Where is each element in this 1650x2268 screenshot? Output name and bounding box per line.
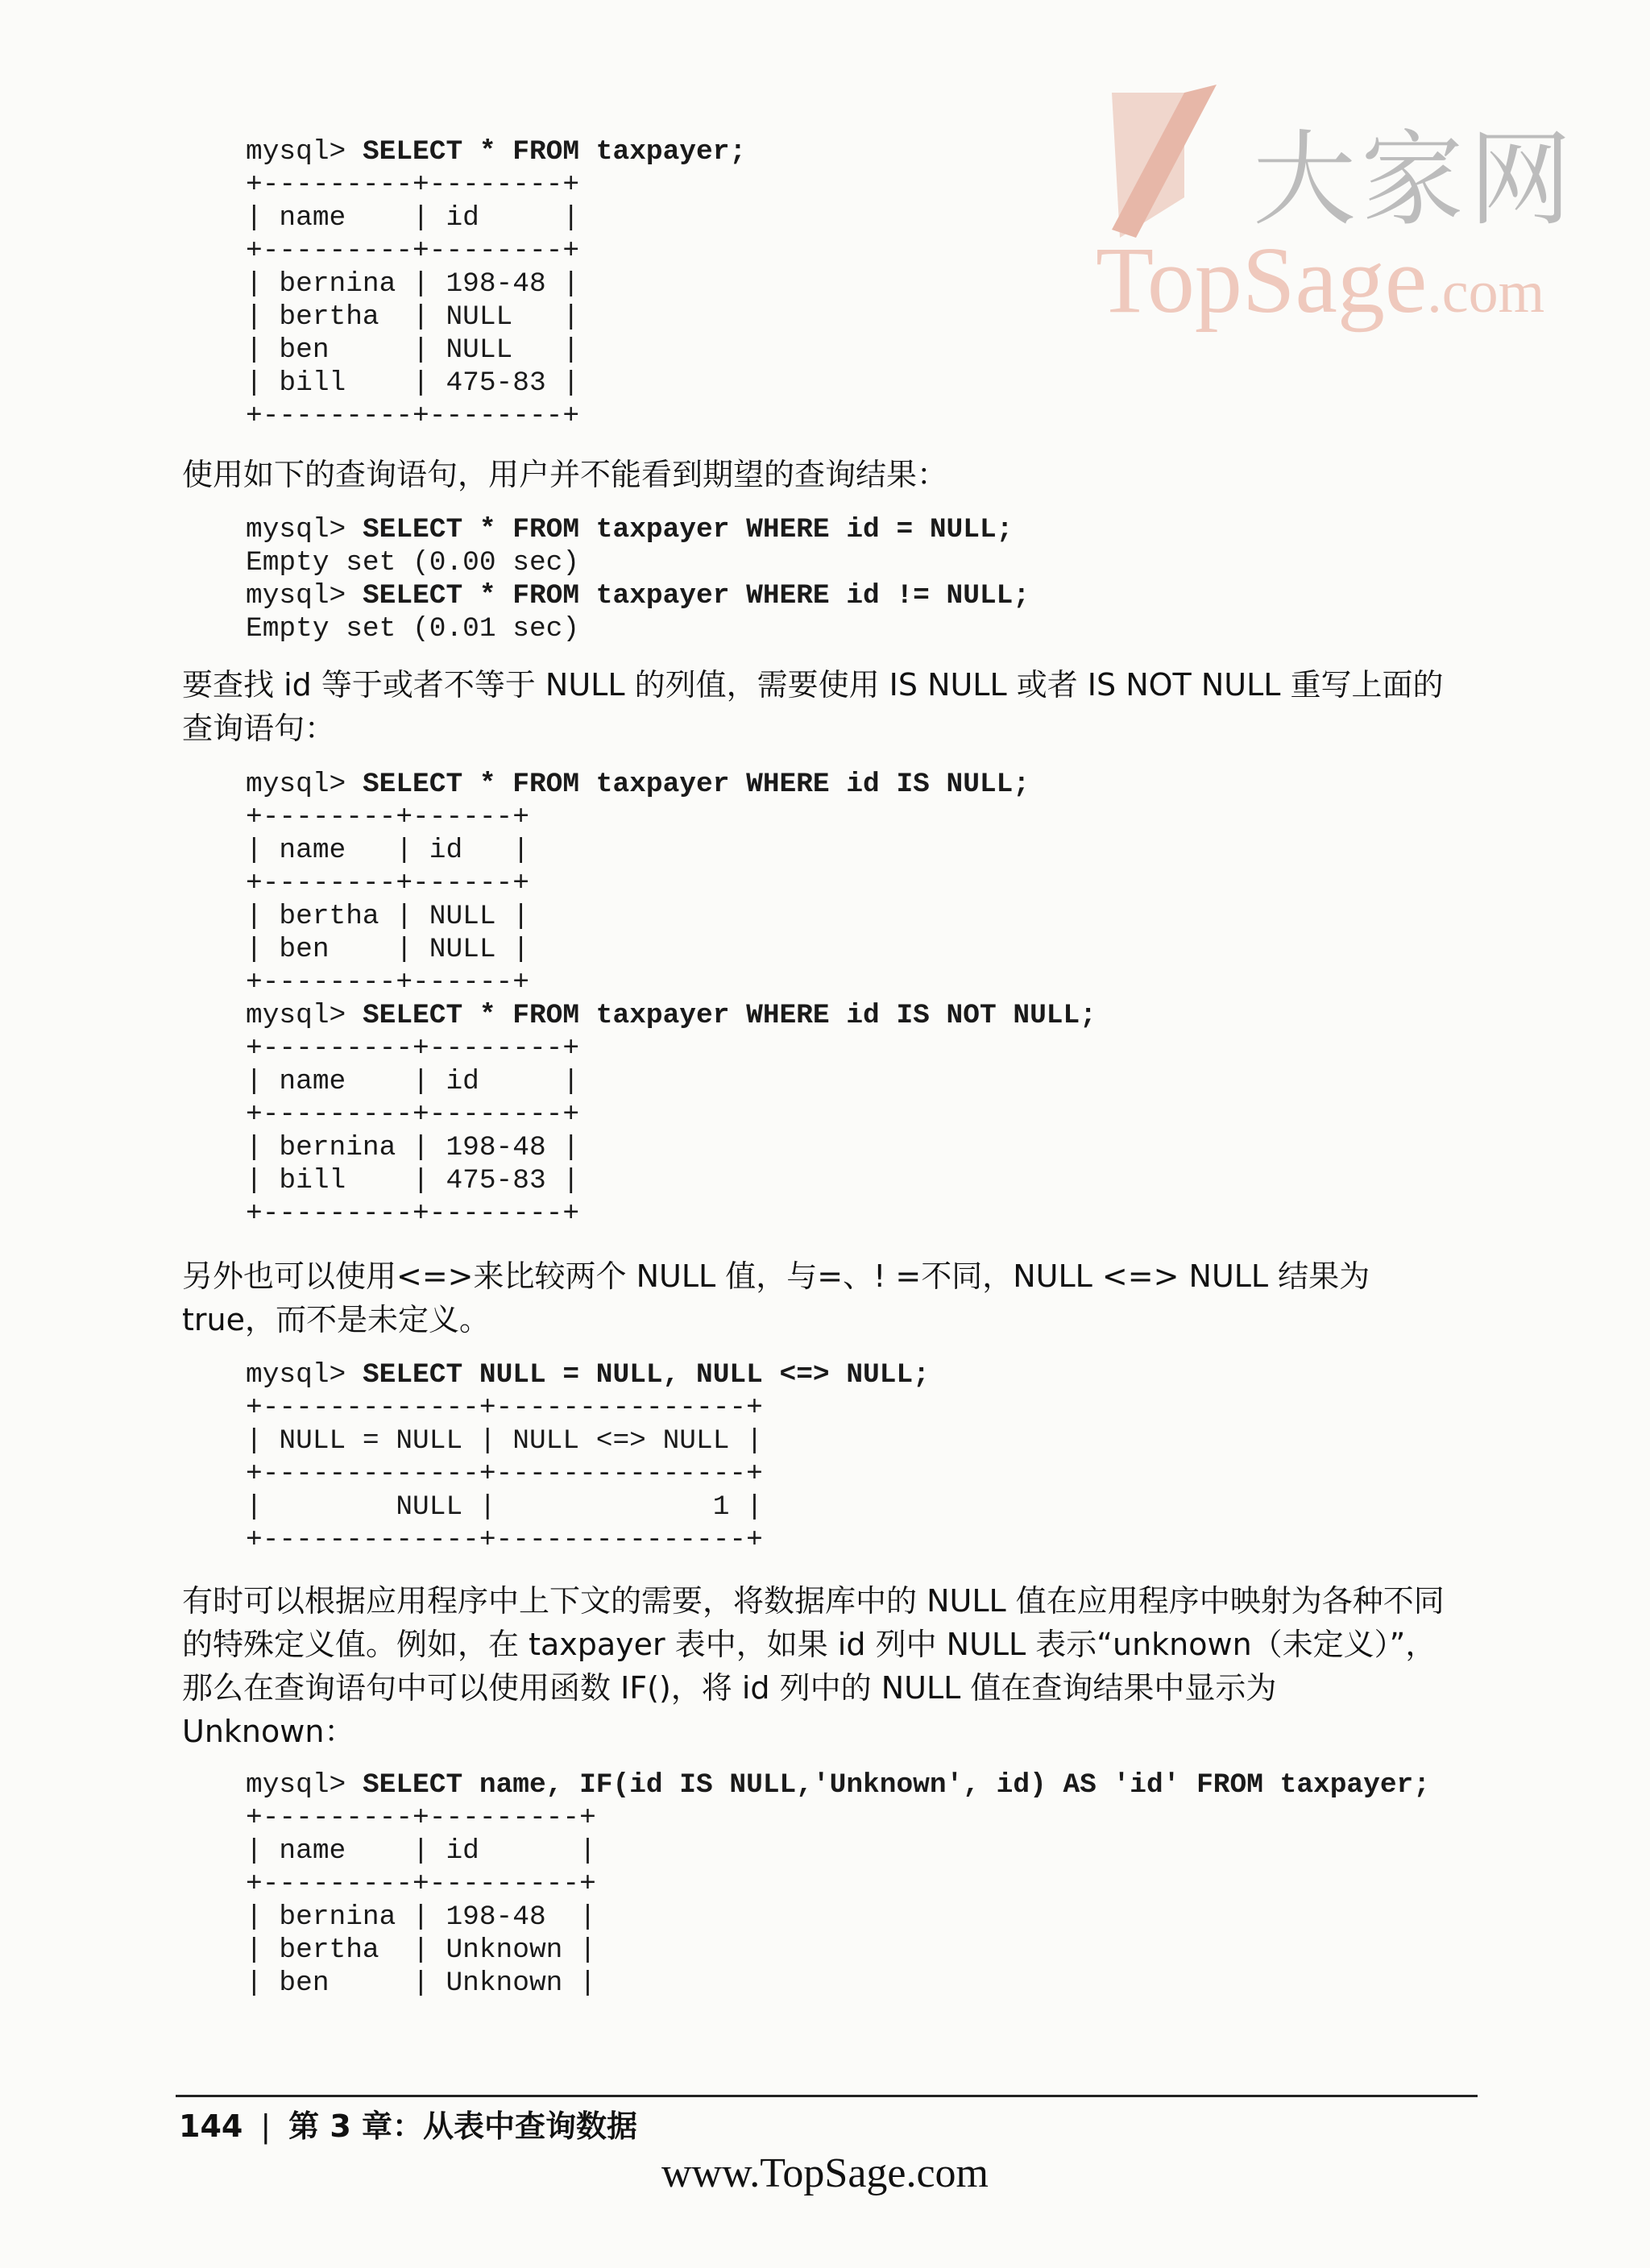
code-where-equal-null	[246, 513, 1013, 579]
code-null-compare	[246, 1358, 930, 1557]
code-command: SELECT * FROM taxpayer WHERE id IS NOT NULL;	[362, 1000, 1097, 1031]
code-output: +-------------+---------------+ | NULL = NULL | NULL <=> NULL | +-------------+---------------+ | NULL | 1 | +-------------+---------------+	[246, 1392, 763, 1556]
code-command: SELECT * FROM taxpayer WHERE id = NULL;	[362, 514, 1014, 545]
page-number: 144	[179, 2108, 243, 2144]
code-output: Empty set (0.00 sec)	[246, 547, 580, 578]
code-output: Empty set (0.01 sec)	[246, 613, 580, 645]
watermark-brand	[1096, 226, 1544, 335]
code-command: SELECT * FROM taxpayer WHERE id != NULL;	[362, 580, 1030, 612]
watermark-brand-name: TopSage	[1096, 227, 1428, 333]
code-prompt: mysql>	[246, 580, 363, 612]
code-command: SELECT NULL = NULL, NULL <=> NULL;	[362, 1359, 930, 1391]
code-command: SELECT * FROM taxpayer;	[362, 136, 747, 168]
page-footer	[179, 2101, 637, 2146]
paragraph-2: 要查找 id 等于或者不等于 NULL 的列值，需要使用 IS NULL 或者 IS NOT NULL 重写上面的查询语句：	[182, 667, 1444, 746]
code-command: SELECT name, IF(id IS NULL,'Unknown', id) AS 'id' FROM taxpayer;	[362, 1769, 1430, 1801]
code-output: +---------+---------+ | name | id | +---------+---------+ | bernina | 198-48 | | bertha | Unknown | | ben | Unknown |	[246, 1802, 596, 1999]
site-url: www.TopSage.com	[661, 2150, 989, 2196]
code-prompt: mysql>	[246, 769, 363, 800]
footer-rule	[176, 2095, 1478, 2097]
paragraph-1: 使用如下的查询语句，用户并不能看到期望的查询结果：	[182, 457, 948, 492]
code-prompt: mysql>	[246, 514, 363, 545]
watermark-brand-domain: .com	[1427, 259, 1545, 325]
code-prompt: mysql>	[246, 136, 363, 168]
paragraph-4: 有时可以根据应用程序中上下文的需要，将数据库中的 NULL 值在应用程序中映射为各种不同的特殊定义值。例如，在 taxpayer 表中，如果 id 列中 NULL 表示“unknown（未定义）”，那么在查询语句中可以使用函数 IF()，将 id 列中的 NULL 值在查询结果中显示为 Unknown：	[182, 1583, 1445, 1749]
code-where-not-equal-null	[246, 579, 1030, 645]
code-if-null	[246, 1768, 1430, 2000]
code-select-all	[246, 135, 746, 433]
code-output: +---------+--------+ | name | id | +---------+--------+ | bernina | 198-48 | | bill | 475-83 | +---------+--------+	[246, 1033, 580, 1229]
footer-separator: |	[260, 2108, 272, 2144]
code-prompt: mysql>	[246, 1769, 363, 1801]
code-command: SELECT * FROM taxpayer WHERE id IS NULL;	[362, 769, 1030, 800]
chapter-title: 第 3 章：从表中查询数据	[288, 2108, 638, 2144]
paragraph-3: 另外也可以使用<=>来比较两个 NULL 值，与=、! =不同，NULL <=> NULL 结果为 true，而不是未定义。	[182, 1258, 1370, 1337]
code-output: +---------+--------+ | name | id | +---------+--------+ | bernina | 198-48 | | bertha | NULL | | ben | NULL | | bill | 475-83 | +---------+--------+	[246, 169, 580, 432]
code-prompt: mysql>	[246, 1000, 363, 1031]
code-is-not-null	[246, 999, 1097, 1230]
code-prompt: mysql>	[246, 1359, 363, 1391]
watermark-brand-cn: 大家网	[1253, 120, 1577, 240]
code-output: +--------+------+ | name | id | +--------+------+ | bertha | NULL | | ben | NULL | +--------+------+	[246, 802, 529, 998]
code-is-null	[246, 768, 1030, 999]
